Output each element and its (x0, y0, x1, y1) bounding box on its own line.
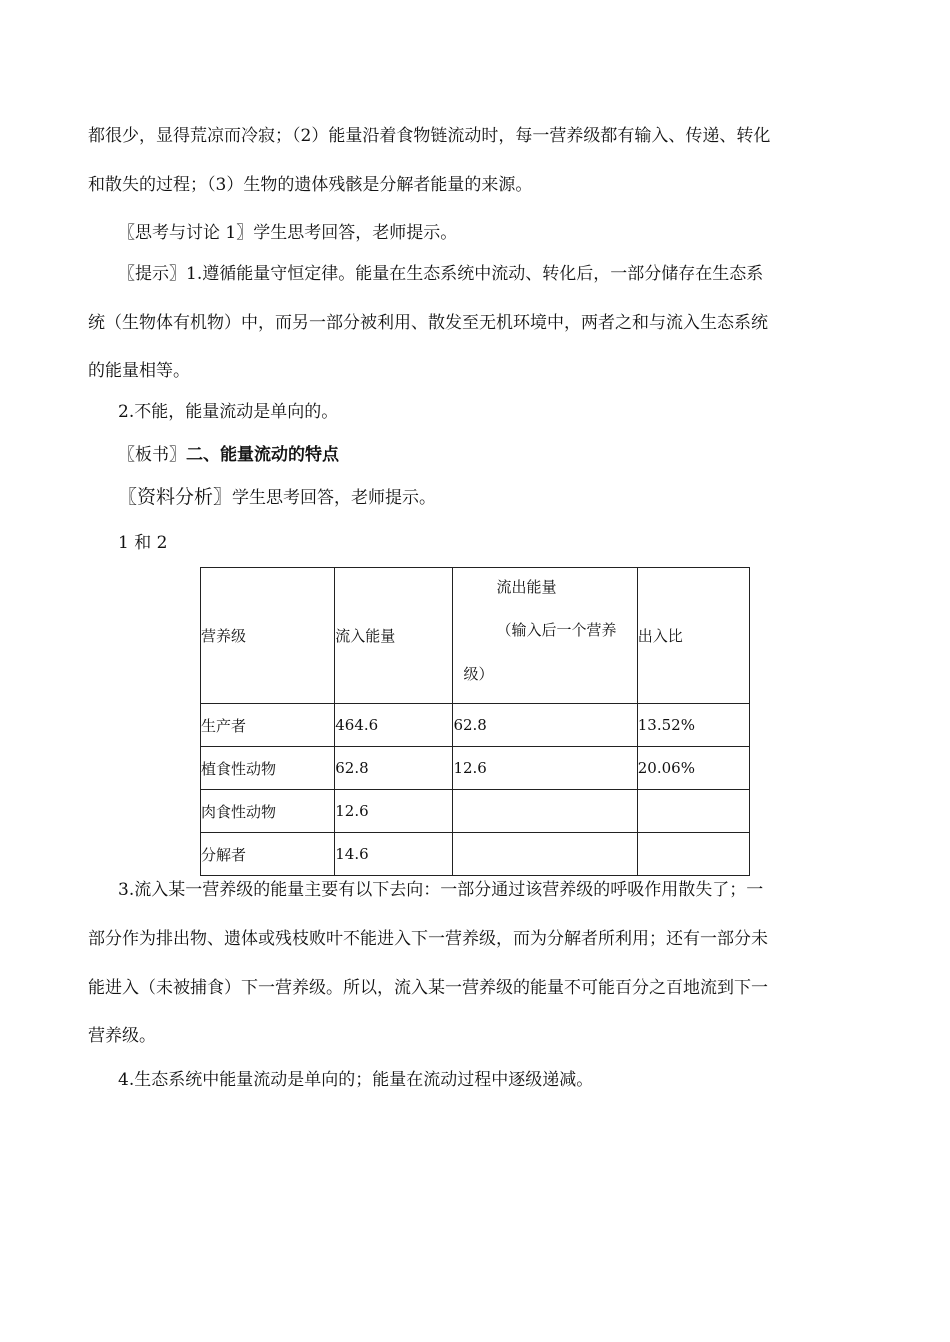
header-level: 营养级 (201, 568, 335, 704)
cell-ratio (637, 833, 749, 876)
cell-level: 植食性动物 (201, 747, 335, 790)
cell-outflow (453, 833, 637, 876)
data-analysis-text: 学生思考回答，老师提示。 (232, 488, 437, 508)
header-outflow (453, 568, 637, 704)
cell-ratio: 20.06% (637, 747, 749, 790)
cell-outflow: 62.8 (453, 704, 637, 747)
cell-inflow: 12.6 (335, 790, 453, 833)
paragraph-line: 3.流入某一营养级的能量主要有以下去向：一部分通过该营养级的呼吸作用散失了；一 (118, 880, 764, 900)
table-row (201, 833, 750, 876)
data-analysis-prefix: 〖资料分析〗 (118, 486, 233, 508)
header-outflow-line3: 级） (463, 665, 494, 683)
paragraph-line: 2.不能，能量流动是单向的。 (118, 402, 339, 422)
paragraph-line: 的能量相等。 (88, 361, 190, 381)
header-outflow-line1: 流出能量 (496, 578, 557, 596)
paragraph-line: 营养级。 (88, 1026, 156, 1046)
table-header-row (201, 568, 750, 704)
header-inflow: 流入能量 (335, 568, 453, 704)
cell-ratio: 13.52% (637, 704, 749, 747)
cell-ratio (637, 790, 749, 833)
header-outflow-line2: （输入后一个营养 (496, 621, 617, 639)
blackboard-prefix: 〖板书〗 (118, 445, 186, 465)
discussion-heading: 〖思考与讨论 1〗学生思考回答，老师提示。 (118, 223, 458, 243)
cell-level: 生产者 (201, 704, 335, 747)
header-ratio: 出入比 (637, 568, 749, 704)
section-title: 二、能量流动的特点 (186, 445, 339, 465)
paragraph-line: 统（生物体有机物）中，而另一部分被利用、散发至无机环境中，两者之和与流入生态系统 (88, 313, 768, 333)
cell-level: 肉食性动物 (201, 790, 335, 833)
cell-level: 分解者 (201, 833, 335, 876)
cell-inflow: 14.6 (335, 833, 453, 876)
table-row (201, 747, 750, 790)
cell-outflow: 12.6 (453, 747, 637, 790)
data-analysis-heading (118, 485, 436, 510)
energy-flow-table (200, 567, 750, 876)
paragraph-line: 4.生态系统中能量流动是单向的；能量在流动过程中逐级递减。 (118, 1070, 594, 1090)
paragraph-line: 〖提示〗1.遵循能量守恒定律。能量在生态系统中流动、转化后，一部分储存在生态系 (118, 264, 764, 284)
table-row (201, 790, 750, 833)
paragraph-line: 和散失的过程；（3）生物的遗体残骸是分解者能量的来源。 (88, 175, 533, 195)
cell-inflow: 464.6 (335, 704, 453, 747)
paragraph-line: 都很少，显得荒凉而冷寂；（2）能量沿着食物链流动时，每一营养级都有输入、传递、转化 (88, 126, 771, 146)
cell-outflow (453, 790, 637, 833)
cell-inflow: 62.8 (335, 747, 453, 790)
blackboard-heading (118, 443, 339, 467)
table-row (201, 704, 750, 747)
question-numbers: 1 和 2 (118, 533, 168, 553)
paragraph-line: 部分作为排出物、遗体或残枝败叶不能进入下一营养级，而为分解者所利用；还有一部分未 (88, 929, 768, 949)
paragraph-line: 能进入（未被捕食）下一营养级。所以，流入某一营养级的能量不可能百分之百地流到下一 (88, 978, 768, 998)
